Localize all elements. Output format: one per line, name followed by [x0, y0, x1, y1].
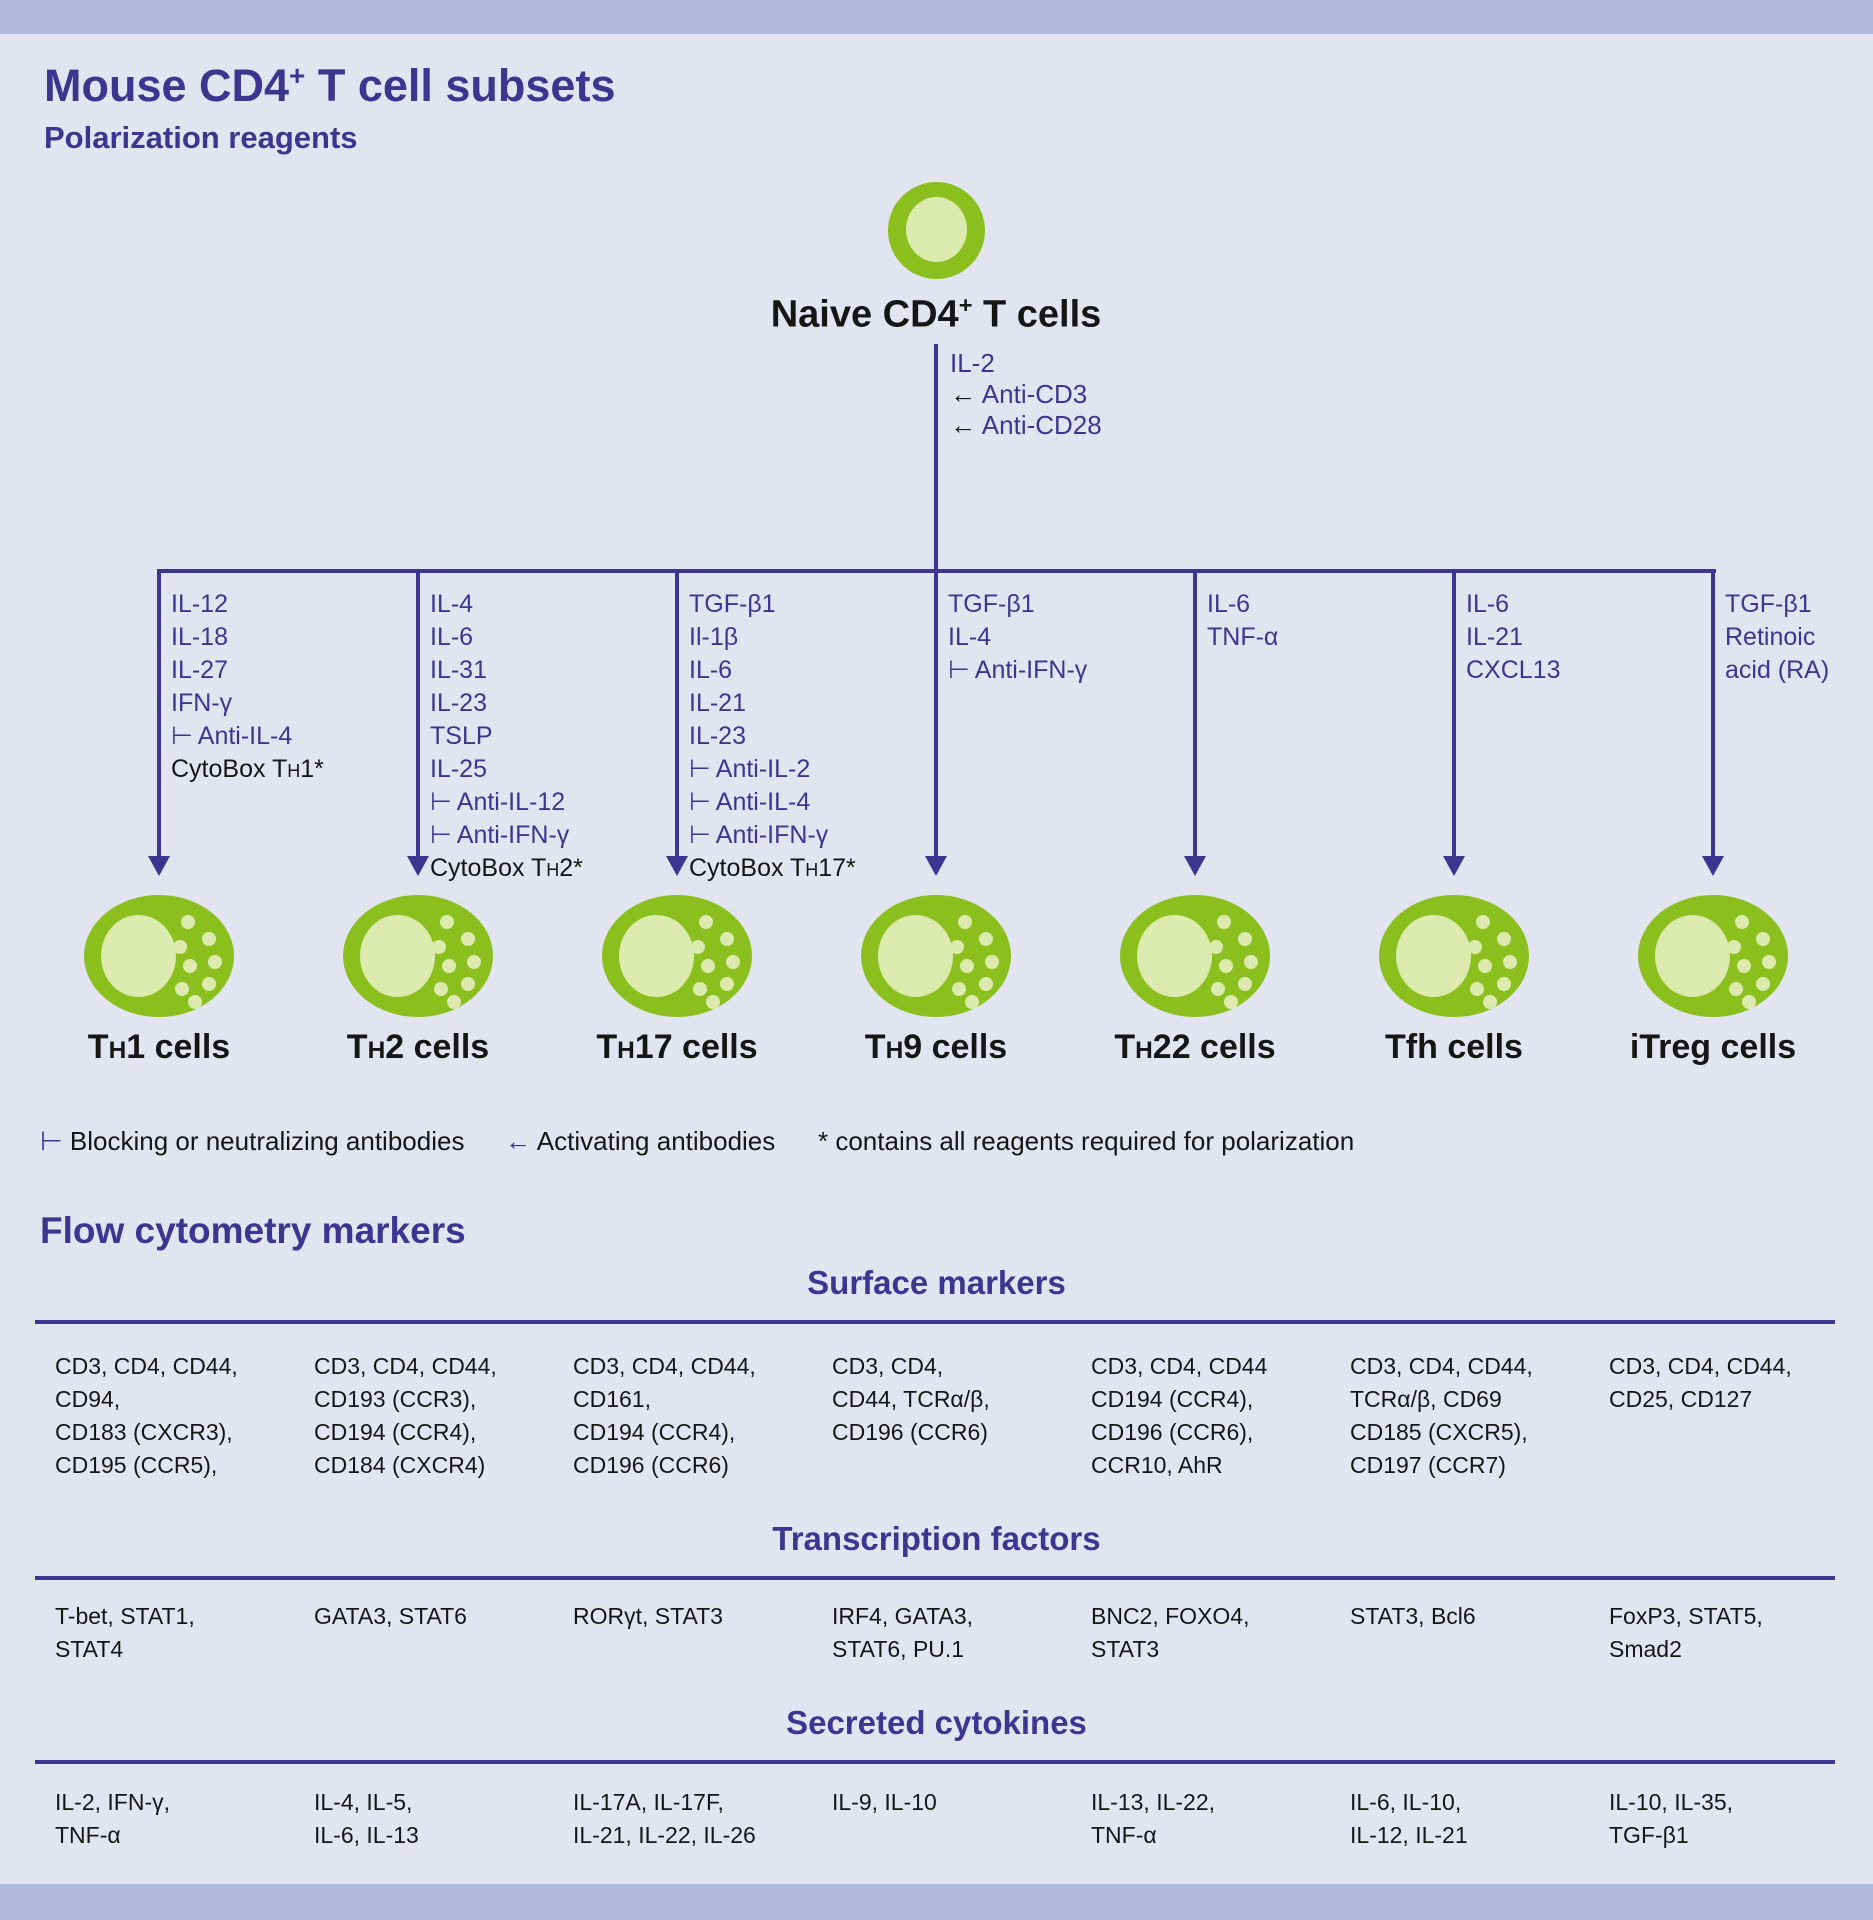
surface-marker-line: TCRα/β, CD69 [1350, 1386, 1502, 1412]
transcription-factor-line: Smad2 [1609, 1636, 1682, 1662]
reagent-item: Retinoic [1725, 623, 1816, 651]
flow-cytometry-heading: Flow cytometry markers [40, 1210, 466, 1251]
surface-marker-line: CD44, TCRα/β, [832, 1386, 990, 1412]
transcription-factor-line: FoxP3, STAT5, [1609, 1603, 1763, 1629]
arrow-down-icon [407, 856, 429, 876]
secreted-cytokines-cell [55, 1786, 170, 1852]
granule-dot [965, 995, 979, 1009]
granule-dot [1497, 977, 1511, 991]
reagent-item: ⊢ Anti-IFN-γ [689, 821, 829, 849]
granule-dot [1737, 959, 1751, 973]
reagent-item: IFN-γ [171, 689, 233, 717]
granule-dot [720, 977, 734, 991]
secreted-cytokines-cell [1609, 1786, 1733, 1852]
activating-arrow: ← [950, 379, 976, 409]
secreted-cytokine-line: IL-10, IL-35, [1609, 1789, 1734, 1815]
granule-dot [432, 940, 446, 954]
surface-markers-cell [1091, 1350, 1267, 1482]
secreted-cytokine-line: IL-21, IL-22, IL-26 [573, 1822, 756, 1848]
stimulation-item: ← Anti-CD28 [950, 410, 1102, 440]
granule-dot [1238, 977, 1252, 991]
blocking-symbol: ⊢ [430, 821, 452, 849]
activating-arrow: ← [950, 410, 976, 440]
reagent-list [1207, 588, 1278, 654]
stimulation-item: ← Anti-CD3 [950, 379, 1088, 409]
granule-dot [173, 940, 187, 954]
granule-dot [1470, 982, 1484, 996]
reagent-list [1725, 588, 1829, 687]
cell-nucleus [1655, 915, 1730, 997]
arrow-down-icon [148, 856, 170, 876]
granule-dot [202, 932, 216, 946]
transcription-factors-cell [1091, 1600, 1249, 1666]
secreted-cytokine-line: IL-2, IFN-γ, [55, 1789, 171, 1815]
reagent-item: CXCL13 [1466, 656, 1561, 684]
transcription-factor-line: STAT6, PU.1 [832, 1636, 965, 1662]
reagent-item: IL-31 [430, 656, 487, 684]
granule-dot [1219, 959, 1233, 973]
cell-nucleus [360, 915, 435, 997]
surface-marker-line: CD194 (CCR4), [573, 1419, 736, 1445]
granule-dot [434, 982, 448, 996]
asterisk-symbol: * [818, 1126, 829, 1156]
branch-line [934, 570, 938, 858]
branch-line [675, 570, 679, 858]
secreted-cytokine-line: IL-17A, IL-17F, [573, 1789, 724, 1815]
transcription-factor-line: IRF4, GATA3, [832, 1603, 974, 1629]
arrow-down-icon [1184, 856, 1206, 876]
reagent-item: ⊢ Anti-IFN-γ [948, 656, 1088, 684]
cell-label: TH1 cells [87, 1028, 231, 1066]
transcription-factors-cell [573, 1600, 723, 1633]
transcription-factors-heading: Transcription factors [772, 1520, 1101, 1557]
granule-dot [467, 955, 481, 969]
page-title: Mouse CD4+ T cell subsets [44, 60, 616, 111]
t-cell-icon [602, 895, 752, 1017]
activating-arrow: ← [505, 1126, 531, 1156]
granule-dot [1483, 995, 1497, 1009]
granule-dot [1756, 977, 1770, 991]
reagent-list [1466, 588, 1561, 687]
surface-marker-line: CD3, CD4, CD44, [1350, 1353, 1533, 1379]
surface-marker-line: CD197 (CCR7) [1350, 1452, 1506, 1478]
cell-label: TH17 cells [596, 1028, 758, 1066]
legend-item: ← Activating antibodies [505, 1126, 776, 1156]
secreted-cytokine-line: TNF-α [55, 1822, 121, 1848]
reagent-item: IL-6 [1207, 590, 1251, 618]
granule-dot [979, 977, 993, 991]
granule-dot [202, 977, 216, 991]
granule-dot [181, 915, 195, 929]
surface-markers-cell [573, 1350, 756, 1482]
granule-dot [208, 955, 222, 969]
granule-dot [183, 959, 197, 973]
surface-marker-line: CD194 (CCR4), [1091, 1386, 1254, 1412]
cell-label: Tfh cells [1385, 1028, 1523, 1066]
secreted-cytokine-line: IL-9, IL-10 [832, 1789, 937, 1815]
granule-dot [1742, 995, 1756, 1009]
legend-item: * contains all reagents required for polarization [818, 1126, 1355, 1156]
reagent-item: CytoBox TH17* [689, 854, 856, 882]
naive-cell-label: Naive CD4+ T cells [770, 292, 1102, 336]
t-cell-icon [1638, 895, 1788, 1017]
surface-marker-line: CD25, CD127 [1609, 1386, 1753, 1412]
surface-marker-line: CD193 (CCR3), [314, 1386, 477, 1412]
surface-markers-cell [1609, 1350, 1792, 1416]
granule-dot [1224, 995, 1238, 1009]
transcription-factors-cell [314, 1600, 467, 1633]
reagent-item: TNF-α [1207, 623, 1279, 651]
subset-column-th1 [29, 0, 324, 1920]
blocking-symbol: ⊢ [171, 722, 193, 750]
reagent-item: IL-21 [1466, 623, 1523, 651]
surface-marker-line: CD3, CD4, CD44, [314, 1353, 497, 1379]
reagent-item: CytoBox TH2* [430, 854, 583, 882]
reagent-item: TGF-β1 [948, 590, 1035, 618]
surface-marker-line: CD161, [573, 1386, 651, 1412]
t-cell-icon [1120, 895, 1270, 1017]
reagent-item: IL-21 [689, 689, 746, 717]
secreted-cytokines-cell [1350, 1786, 1468, 1852]
reagent-item: CytoBox TH1* [171, 755, 324, 783]
reagent-item: IL-23 [689, 722, 746, 750]
surface-marker-line: CD3, CD4, CD44, [573, 1353, 756, 1379]
blocking-symbol: ⊢ [40, 1126, 63, 1156]
surface-marker-line: CD3, CD4, CD44, [55, 1353, 238, 1379]
granule-dot [950, 940, 964, 954]
arrow-down-icon [925, 856, 947, 876]
symbol-legend [0, 1126, 1873, 1166]
granule-dot [691, 940, 705, 954]
secreted-cytokines-cell [1091, 1786, 1215, 1852]
granule-dot [952, 982, 966, 996]
granule-dot [979, 932, 993, 946]
blocking-symbol: ⊢ [689, 788, 711, 816]
surface-markers-cell [1350, 1350, 1533, 1482]
secreted-cytokines-cell [832, 1786, 937, 1819]
granule-dot [985, 955, 999, 969]
reagent-item: IL-4 [430, 590, 474, 618]
arrow-down-icon [666, 856, 688, 876]
granule-dot [442, 959, 456, 973]
surface-marker-line: CD183 (CXCR3), [55, 1419, 233, 1445]
t-cell-icon [84, 895, 234, 1017]
reagent-item: IL-6 [1466, 590, 1510, 618]
granule-dot [1735, 915, 1749, 929]
blocking-symbol: ⊢ [689, 821, 711, 849]
branch-line [1711, 570, 1715, 858]
surface-markers-cell [832, 1350, 990, 1449]
granule-dot [461, 932, 475, 946]
blocking-symbol: ⊢ [689, 755, 711, 783]
surface-marker-line: CD184 (CXCR4) [314, 1452, 486, 1478]
granule-dot [960, 959, 974, 973]
t-cell-icon [861, 895, 1011, 1017]
arrow-down-icon [1443, 856, 1465, 876]
branch-line [416, 570, 420, 858]
surface-marker-line: CD3, CD4, [832, 1353, 944, 1379]
cell-nucleus [619, 915, 694, 997]
granule-dot [1468, 940, 1482, 954]
granule-dot [1211, 982, 1225, 996]
subset-column-th22 [1065, 0, 1325, 1920]
granule-dot [1209, 940, 1223, 954]
secreted-cytokine-line: IL-13, IL-22, [1091, 1789, 1216, 1815]
reagent-item: ⊢ Anti-IL-12 [430, 788, 566, 816]
secreted-cytokine-line: IL-12, IL-21 [1350, 1822, 1468, 1848]
granule-dot [1756, 932, 1770, 946]
surface-marker-line: CD196 (CCR6), [1091, 1419, 1254, 1445]
granule-dot [1478, 959, 1492, 973]
secreted-cytokine-line: IL-6, IL-10, [1350, 1789, 1462, 1815]
cell-label: TH2 cells [346, 1028, 490, 1066]
transcription-factors-rule [35, 1576, 1835, 1580]
reagent-item: IL-6 [689, 656, 733, 684]
reagent-item: ⊢ Anti-IFN-γ [430, 821, 570, 849]
granule-dot [1244, 955, 1258, 969]
granule-dot [726, 955, 740, 969]
reagent-item: IL-25 [430, 755, 487, 783]
secreted-cytokines-cell [573, 1786, 756, 1852]
transcription-factor-line: BNC2, FOXO4, [1091, 1603, 1250, 1629]
cell-label: TH22 cells [1114, 1028, 1276, 1066]
granule-dot [958, 915, 972, 929]
stimulation-item: IL-2 [950, 348, 995, 378]
surface-markers-heading: Surface markers [807, 1264, 1066, 1301]
granule-dot [1476, 915, 1490, 929]
reagent-item: TSLP [430, 722, 493, 750]
legend-item: ⊢ Blocking or neutralizing antibodies [40, 1126, 465, 1156]
surface-marker-line: CD185 (CXCR5), [1350, 1419, 1528, 1445]
granule-dot [447, 995, 461, 1009]
transcription-factors-cell [1609, 1600, 1763, 1666]
granule-dot [1497, 932, 1511, 946]
granule-dot [706, 995, 720, 1009]
surface-marker-line: CD195 (CCR5), [55, 1452, 218, 1478]
granule-dot [1729, 982, 1743, 996]
surface-markers-rule [35, 1320, 1835, 1324]
transcription-factor-line: STAT3, Bcl6 [1350, 1603, 1476, 1629]
granule-dot [440, 915, 454, 929]
granule-dot [1217, 915, 1231, 929]
granule-dot [188, 995, 202, 1009]
granule-dot [1727, 940, 1741, 954]
granule-dot [1238, 932, 1252, 946]
surface-marker-line: CD3, CD4, CD44, [1609, 1353, 1792, 1379]
reagent-item: ⊢ Anti-IL-2 [689, 755, 811, 783]
bottom-band [0, 1884, 1873, 1920]
t-cell-icon [1379, 895, 1529, 1017]
reagent-item: ⊢ Anti-IL-4 [689, 788, 811, 816]
reagent-item: IL-4 [948, 623, 992, 651]
transcription-factor-line: T-bet, STAT1, [55, 1603, 195, 1629]
granule-dot [1503, 955, 1517, 969]
reagent-item: ⊢ Anti-IL-4 [171, 722, 293, 750]
granule-dot [1762, 955, 1776, 969]
reagent-item: TGF-β1 [1725, 590, 1812, 618]
reagent-item: TGF-β1 [689, 590, 776, 618]
cell-nucleus [1396, 915, 1471, 997]
subset-column-th17 [547, 0, 856, 1920]
surface-marker-line: CD3, CD4, CD44 [1091, 1353, 1268, 1379]
transcription-factors-cell [1350, 1600, 1476, 1633]
transcription-factors-cell [832, 1600, 973, 1666]
reagent-item: IL-27 [171, 656, 228, 684]
granule-dot [461, 977, 475, 991]
reagent-item: IL-23 [430, 689, 487, 717]
reagent-item: IL-18 [171, 623, 228, 651]
blocking-symbol: ⊢ [948, 656, 970, 684]
surface-marker-line: CD94, [55, 1386, 121, 1412]
secreted-cytokines-rule [35, 1760, 1835, 1764]
surface-marker-line: CD196 (CCR6) [832, 1419, 988, 1445]
transcription-factor-line: GATA3, STAT6 [314, 1603, 467, 1629]
reagent-item: acid (RA) [1725, 656, 1830, 684]
secreted-cytokine-line: IL-6, IL-13 [314, 1822, 419, 1848]
cell-nucleus [878, 915, 953, 997]
cell-label: iTreg cells [1629, 1028, 1797, 1066]
transcription-factor-line: RORγt, STAT3 [573, 1603, 723, 1629]
surface-marker-line: CD196 (CCR6) [573, 1452, 729, 1478]
transcription-factor-line: STAT3 [1091, 1636, 1160, 1662]
page-subtitle: Polarization reagents [44, 120, 358, 155]
t-cell-icon [343, 895, 493, 1017]
granule-dot [175, 982, 189, 996]
subset-column-itreg [1583, 0, 1843, 1920]
branch-line [157, 570, 161, 858]
granule-dot [720, 932, 734, 946]
granule-dot [693, 982, 707, 996]
branch-line [1452, 570, 1456, 858]
branch-line [1193, 570, 1197, 858]
secreted-cytokine-line: IL-4, IL-5, [314, 1789, 413, 1815]
transcription-factor-line: STAT4 [55, 1636, 124, 1662]
transcription-factors-cell [55, 1600, 195, 1666]
secreted-cytokine-line: TNF-α [1091, 1822, 1157, 1848]
subset-column-tfh [1324, 0, 1584, 1920]
arrow-down-icon [1702, 856, 1724, 876]
reagent-item: IL-6 [430, 623, 474, 651]
granule-dot [701, 959, 715, 973]
surface-markers-cell [55, 1350, 238, 1482]
surface-marker-line: CCR10, AhR [1091, 1452, 1223, 1478]
cell-nucleus [101, 915, 176, 997]
surface-markers-cell [314, 1350, 497, 1482]
surface-marker-line: CD194 (CCR4), [314, 1419, 477, 1445]
reagent-item: Il-1β [689, 623, 739, 651]
secreted-cytokines-cell [314, 1786, 419, 1852]
blocking-symbol: ⊢ [430, 788, 452, 816]
cell-nucleus [1137, 915, 1212, 997]
cell-label: TH9 cells [864, 1028, 1008, 1066]
secreted-cytokines-heading: Secreted cytokines [786, 1704, 1087, 1741]
granule-dot [699, 915, 713, 929]
secreted-cytokine-line: TGF-β1 [1609, 1822, 1689, 1848]
reagent-item: IL-12 [171, 590, 228, 618]
